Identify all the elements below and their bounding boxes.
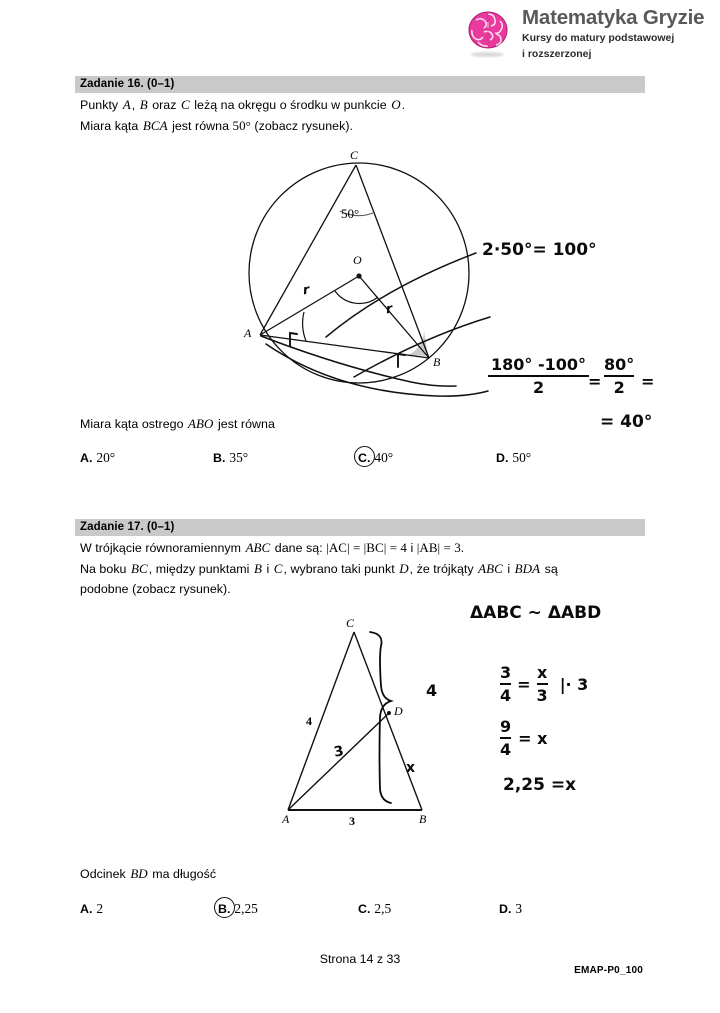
answer-option-b-17[interactable]: [218, 901, 258, 917]
math-symbol-bc: BC: [131, 561, 148, 576]
segment-ad: [288, 713, 389, 810]
math-symbol-o: O: [391, 97, 401, 112]
text-fragment: ma długość: [152, 867, 217, 881]
math-expr-ac-bc: |AC| = |BC| = 4: [326, 540, 407, 555]
fraction-bar: [604, 375, 634, 377]
text-fragment: Punkty: [80, 98, 119, 112]
math-symbol-bd: BD: [130, 866, 148, 881]
logo-subtitle-line1: Kursy do matury podstawowej: [522, 31, 675, 44]
site-logo: [462, 6, 714, 66]
fraction-bar: [537, 683, 548, 685]
math-symbol-abc: ABC: [478, 561, 503, 576]
circle-diagram-svg: [232, 148, 492, 398]
task-16-statement-line-1: [80, 95, 405, 115]
math-symbol-bca: BCA: [142, 118, 168, 133]
handwritten-brace: [370, 632, 391, 803]
eq1-operation: |· 3: [559, 674, 589, 694]
figure-side-ad-value: 3: [332, 743, 346, 761]
answer-letter: A.: [80, 902, 93, 916]
figure-label-o: O: [353, 253, 362, 267]
answer-letter: D.: [496, 451, 509, 465]
answer-value: 2: [96, 901, 104, 916]
text-fragment: Odcinek: [80, 867, 126, 881]
task-17-statement-line-1: [80, 538, 464, 558]
fraction-bar: [500, 737, 511, 739]
answer-value: 50°: [512, 450, 532, 465]
text-fragment: są: [544, 562, 558, 576]
task-16-question: [80, 414, 275, 434]
task-16-answers: [80, 450, 640, 472]
side-cb: [354, 632, 422, 810]
figure-side-ab-value: 3: [349, 814, 355, 828]
task-17-figure: [258, 612, 473, 837]
answer-letter: C.: [358, 451, 371, 465]
text-fragment: , wybrano taki punkt: [283, 562, 395, 576]
logo-title: Matematyka Gryzie: [522, 6, 705, 29]
text-fragment: ,: [131, 98, 136, 112]
eq2-rhs: = x: [518, 728, 548, 748]
fraction-bar: [488, 375, 589, 377]
math-symbol-a: A: [122, 97, 131, 112]
eq1-numerator-2: x: [536, 663, 548, 682]
figure-label-a: A: [244, 326, 252, 340]
side-ac: [288, 632, 354, 810]
text-fragment: oraz: [152, 98, 177, 112]
answer-option-d-17[interactable]: [499, 901, 522, 917]
task-17-statement-line-2: [80, 559, 558, 579]
figure-label-b: B: [419, 812, 427, 826]
text-fragment: i: [507, 562, 511, 576]
handwritten-radius-label-1: r: [301, 282, 311, 299]
text-fragment: W trójkącie równoramiennym: [80, 541, 242, 555]
math-expr-ab: |AB| = 3.: [416, 540, 465, 555]
answer-option-d-16[interactable]: [496, 450, 531, 466]
text-fragment: jest równa: [217, 417, 275, 431]
answer-value: 40°: [374, 450, 394, 465]
figure-label-d: D: [394, 704, 403, 718]
text-fragment: jest równa: [172, 119, 230, 133]
handwritten-equals-1: =: [588, 372, 602, 391]
radius-ob: [359, 276, 429, 358]
handwritten-arrow-b: [398, 354, 405, 367]
handwritten-fraction-2-denominator: 2: [613, 378, 625, 397]
chord-ca: [260, 165, 356, 335]
answer-value: 2,25: [234, 901, 258, 916]
circle-outline: [249, 163, 469, 383]
answer-option-c-17[interactable]: [358, 901, 391, 917]
math-symbol-d: D: [399, 561, 409, 576]
answer-value: 2,5: [374, 901, 392, 916]
text-fragment: .: [401, 98, 406, 112]
logo-subtitle-line2: i rozszerzonej: [522, 48, 592, 61]
figure-side-ac-value: 4: [306, 714, 312, 728]
eq2-numerator: 9: [500, 717, 512, 736]
eq2-denominator: 4: [500, 740, 512, 759]
triangle-diagram-svg: [258, 612, 473, 837]
answer-option-a-17[interactable]: [80, 901, 103, 917]
handwritten-equals-2: =: [641, 372, 655, 391]
answer-value: 20°: [96, 450, 116, 465]
task-16-figure: [232, 148, 492, 398]
eq1-denominator-1: 4: [500, 686, 512, 705]
math-symbol-abo: ABO: [188, 416, 214, 431]
answer-letter: B.: [213, 451, 226, 465]
handwritten-segment-x: x: [406, 760, 416, 776]
task-16-banner: Zadanie 16. (0–1): [75, 76, 645, 93]
handwritten-fraction-2-numerator: 80°: [604, 355, 635, 374]
handwritten-eq1-rhs: [537, 663, 548, 705]
math-symbol-c: C: [273, 561, 283, 576]
math-symbol-b: B: [253, 561, 262, 576]
angle-arc-o: [335, 291, 378, 303]
handwritten-result-17: 2,25 =x: [503, 775, 577, 795]
text-fragment: i: [266, 562, 270, 576]
task-17-banner: Zadanie 17. (0–1): [75, 519, 645, 536]
figure-label-c: C: [346, 616, 355, 630]
text-fragment: Miara kąta ostrego: [80, 417, 184, 431]
task-16-statement-line-2: [80, 116, 353, 136]
handwritten-brace-label: 4: [426, 681, 438, 700]
fraction-bar: [500, 683, 511, 685]
eq1-denominator-2: 3: [536, 686, 548, 705]
math-symbol-b: B: [139, 97, 148, 112]
figure-label-b: B: [433, 355, 441, 369]
answer-value: 35°: [229, 450, 249, 465]
text-fragment: , że trójkąty: [409, 562, 474, 576]
figure-angle-c-value: 50°: [341, 206, 360, 221]
math-symbol-c: C: [181, 97, 190, 112]
brain-icon-shadow: [471, 52, 504, 57]
handwritten-fraction-2: [604, 355, 634, 397]
handwritten-similarity: ΔABC ~ ΔABD: [470, 603, 602, 623]
answer-letter: A.: [80, 451, 93, 465]
answer-letter: D.: [499, 902, 512, 916]
eq1-numerator-1: 3: [500, 663, 512, 682]
answer-value: 3: [515, 901, 523, 916]
text-fragment: (zobacz rysunek).: [254, 119, 354, 133]
figure-label-c: C: [350, 148, 359, 162]
answer-letter: C.: [358, 902, 371, 916]
handwritten-eq2-lhs: [500, 717, 511, 759]
handwritten-fraction-1: [488, 355, 589, 397]
text-fragment: dane są:: [274, 541, 323, 555]
angle-value: 50°: [232, 118, 251, 133]
footer-page-number: Strona 14 z 33: [319, 952, 401, 966]
task-17-answers: [80, 901, 640, 923]
angle-arc-a: [303, 312, 306, 341]
chord-cb: [356, 165, 429, 358]
handwritten-central-angle: 2·50°= 100°: [482, 240, 597, 260]
math-symbol-bda: BDA: [514, 561, 541, 576]
handwritten-result-16: = 40°: [600, 412, 653, 432]
handwritten-fraction-1-numerator: 180° -100°: [491, 355, 587, 374]
answer-option-b-16[interactable]: [213, 450, 248, 466]
logo-text-block: [522, 6, 704, 62]
handwritten-radius-label-2: r: [384, 301, 394, 318]
text-fragment: , między punktami: [148, 562, 250, 576]
answer-option-c-16[interactable]: [358, 450, 393, 466]
handwritten-equation-1: [500, 663, 588, 705]
brain-icon-svg: [462, 8, 514, 56]
handwritten-fraction-1-denominator: 2: [532, 378, 545, 397]
radius-oa: [260, 276, 359, 335]
footer-exam-code: EMAP-P0_100: [574, 965, 643, 976]
brain-icon: [462, 8, 514, 60]
task-17-statement-line-3: podobne (zobacz rysunek).: [80, 582, 231, 596]
figure-label-a: A: [282, 812, 290, 826]
text-fragment: leżą na okręgu o środku w punkcie: [194, 98, 387, 112]
center-point-o: [356, 273, 361, 278]
answer-letter: B.: [218, 902, 231, 916]
answer-option-a-16[interactable]: [80, 450, 115, 466]
text-fragment: Na boku: [80, 562, 127, 576]
handwritten-eq1-lhs: [500, 663, 511, 705]
handwritten-equation-2: [500, 717, 547, 759]
text-fragment: i: [410, 541, 414, 555]
text-fragment: Miara kąta: [80, 119, 139, 133]
math-symbol-abc: ABC: [245, 540, 271, 555]
eq1-equals: =: [517, 674, 531, 694]
point-d: [387, 711, 391, 715]
task-17-question: [80, 864, 216, 884]
